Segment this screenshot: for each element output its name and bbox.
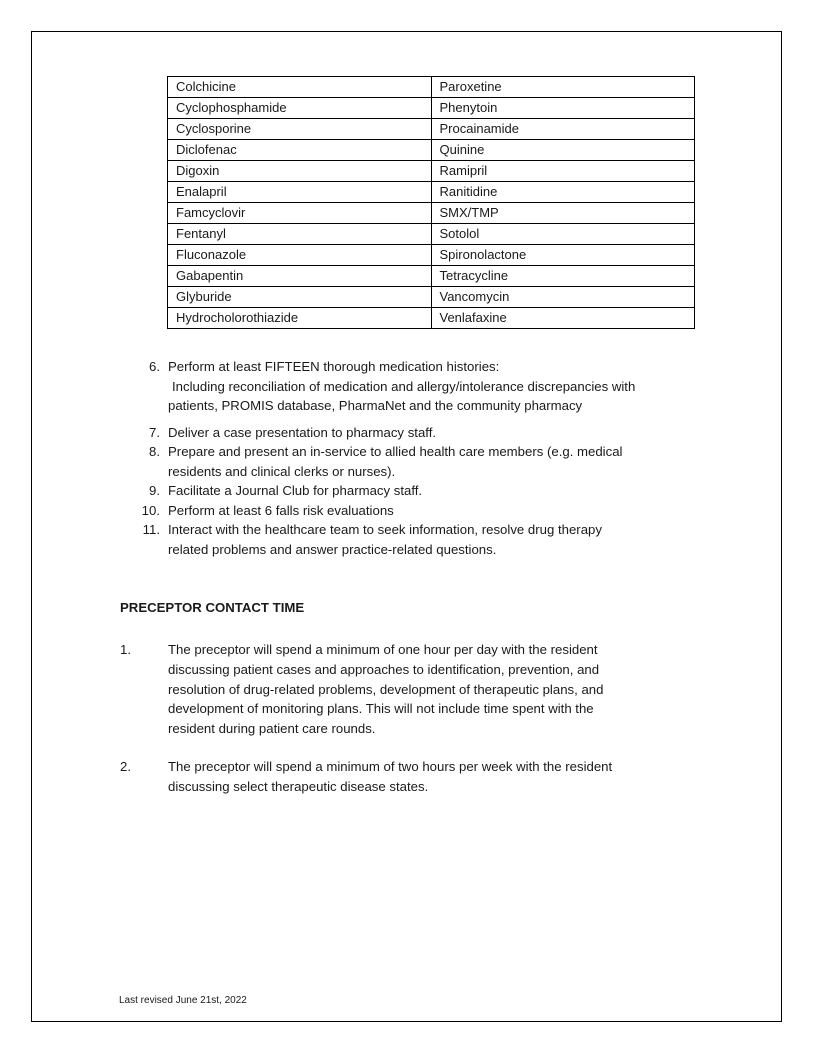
table-row bbox=[168, 203, 695, 224]
task-text: related problems and answer practice-related questions. bbox=[168, 541, 497, 557]
table-row bbox=[168, 245, 695, 266]
item-text: The preceptor will spend a minimum of one hour per day with the resident bbox=[168, 642, 598, 657]
table-cell: Quinine bbox=[431, 140, 695, 161]
table-cell: Gabapentin bbox=[168, 266, 432, 287]
preceptor-item-1 bbox=[0, 640, 816, 739]
table-row bbox=[168, 161, 695, 182]
table-cell: Ramipril bbox=[431, 161, 695, 182]
table-cell: Diclofenac bbox=[168, 140, 432, 161]
item-text: resident during patient care rounds. bbox=[168, 721, 376, 737]
table-cell: Fluconazole bbox=[168, 245, 432, 266]
table-row bbox=[168, 224, 695, 245]
table-cell: Glyburide bbox=[168, 287, 432, 308]
table-cell: Digoxin bbox=[168, 161, 432, 182]
task-number: 11. bbox=[142, 522, 160, 537]
table-cell: Colchicine bbox=[168, 77, 432, 98]
table-cell: Spironolactone bbox=[431, 245, 695, 266]
item-number: 1. bbox=[120, 642, 131, 657]
footer-revision-date: Last revised June 21st, 2022 bbox=[119, 995, 247, 1006]
table-row bbox=[168, 119, 695, 140]
item-text: The preceptor will spend a minimum of two hours per week with the resident bbox=[168, 759, 613, 774]
item-text: development of monitoring plans. This will not include time spent with the bbox=[168, 701, 594, 717]
table-cell: Tetracycline bbox=[431, 266, 695, 287]
task-subtext: Including reconciliation of medication and allergy/intolerance discrepancies with bbox=[172, 378, 636, 394]
task-number: 7. bbox=[149, 424, 160, 440]
task-text: Facilitate a Journal Club for pharmacy staff. bbox=[168, 483, 423, 498]
table-cell: Hydrocholorothiazide bbox=[168, 308, 432, 329]
item-text: resolution of drug-related problems, development of therapeutic plans, and bbox=[168, 681, 604, 697]
table-cell: Vancomycin bbox=[431, 287, 695, 308]
item-number: 2. bbox=[120, 759, 131, 774]
task-text: Perform at least 6 falls risk evaluations bbox=[168, 502, 394, 518]
table-cell: Famcyclovir bbox=[168, 203, 432, 224]
task-item-7 bbox=[0, 423, 700, 443]
table-row bbox=[168, 287, 695, 308]
table-cell: Fentanyl bbox=[168, 224, 432, 245]
table-row bbox=[168, 266, 695, 287]
task-text: residents and clinical clerks or nurses). bbox=[168, 463, 396, 479]
task-number: 6. bbox=[149, 359, 160, 374]
table-row bbox=[168, 140, 695, 161]
task-text: Prepare and present an in-service to allied health care members (e.g. medical bbox=[168, 444, 623, 459]
task-list bbox=[0, 357, 816, 559]
item-text: discussing select therapeutic disease states. bbox=[168, 778, 429, 794]
task-text: Deliver a case presentation to pharmacy staff. bbox=[168, 424, 437, 440]
table-cell: Venlafaxine bbox=[431, 308, 695, 329]
section-heading: PRECEPTOR CONTACT TIME bbox=[120, 600, 305, 615]
task-text: Perform at least FIFTEEN thorough medication histories: bbox=[168, 359, 500, 374]
table-row bbox=[168, 77, 695, 98]
item-text: discussing patient cases and approaches to identification, prevention, and bbox=[168, 661, 600, 677]
task-item-10 bbox=[0, 501, 700, 521]
table-row bbox=[168, 308, 695, 329]
task-item-11 bbox=[0, 520, 700, 559]
drug-table bbox=[167, 76, 695, 329]
task-text: Interact with the healthcare team to seek information, resolve drug therapy bbox=[168, 522, 602, 537]
task-number: 9. bbox=[149, 483, 160, 498]
table-cell: Phenytoin bbox=[431, 98, 695, 119]
task-number: 10. bbox=[141, 502, 160, 518]
table-cell: SMX/TMP bbox=[431, 203, 695, 224]
table-row bbox=[168, 182, 695, 203]
task-number: 8. bbox=[149, 444, 160, 459]
table-cell: Cyclophosphamide bbox=[168, 98, 432, 119]
task-item-6 bbox=[0, 357, 700, 416]
task-item-8 bbox=[0, 442, 700, 481]
table-cell: Sotolol bbox=[431, 224, 695, 245]
table-cell: Paroxetine bbox=[431, 77, 695, 98]
table-cell: Enalapril bbox=[168, 182, 432, 203]
table-row bbox=[168, 98, 695, 119]
table-cell: Cyclosporine bbox=[168, 119, 432, 140]
task-subtext: patients, PROMIS database, PharmaNet and the community pharmacy bbox=[168, 398, 583, 413]
preceptor-item-2 bbox=[0, 757, 816, 797]
task-item-9 bbox=[0, 481, 700, 501]
table-cell: Procainamide bbox=[431, 119, 695, 140]
table-cell: Ranitidine bbox=[431, 182, 695, 203]
